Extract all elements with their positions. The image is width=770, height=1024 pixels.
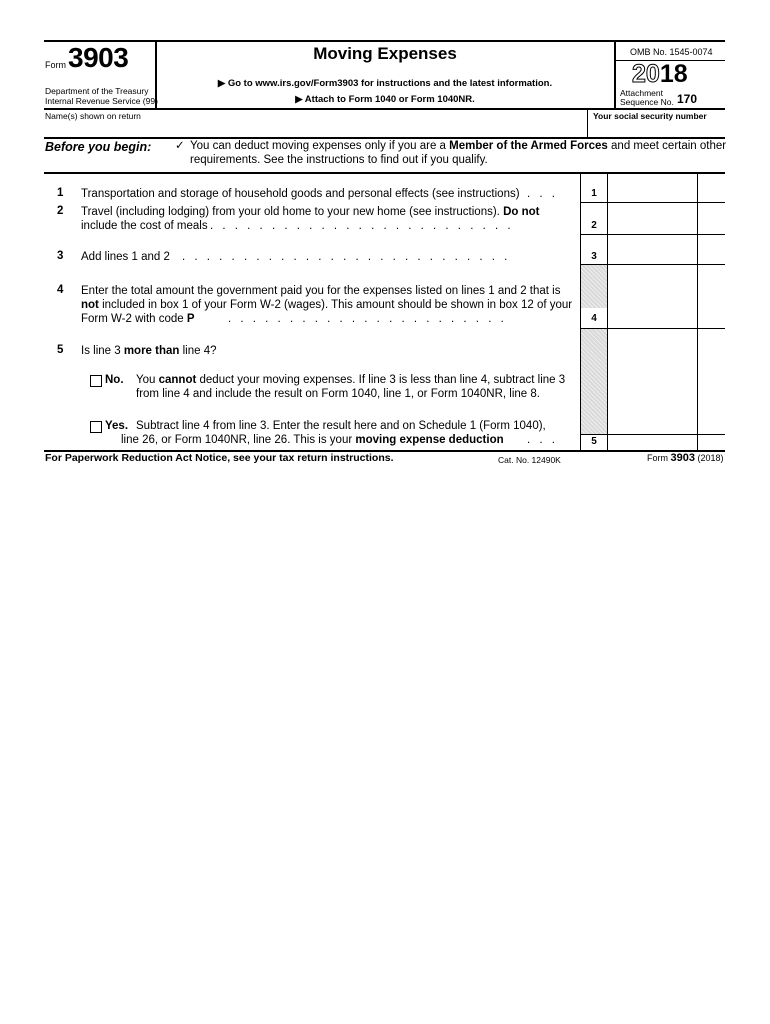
line-3-dots: . . . . . . . . . . . . . . . . . . . . . . . . . . . <box>182 251 511 263</box>
line-4-text-line-3: Form W-2 with code P <box>81 313 195 325</box>
footer-form-id: Form 3903 (2018) <box>647 452 724 464</box>
row-2-rule <box>580 234 725 235</box>
box-col-right-line <box>607 172 608 450</box>
header-divider-left <box>155 40 157 108</box>
line-5-yes-text-line-2: line 26, or Form 1040NR, line 26. This is your moving expense deduction <box>121 434 504 446</box>
line-5-no-text-line-1: You cannot deduct your moving expenses. If line 3 is less than line 4, subtract line 3 <box>136 374 566 386</box>
line-1-dots: . . . <box>527 188 558 200</box>
tax-year-outline: 20 <box>632 60 660 88</box>
line-5-cents-input[interactable] <box>699 330 725 448</box>
line-3-amount-input[interactable] <box>609 236 695 263</box>
line-2-box-label: 2 <box>591 220 597 231</box>
row-3-rule <box>580 264 725 265</box>
catalog-number: Cat. No. 12490K <box>498 455 561 465</box>
checkmark-icon: ✓ <box>175 140 185 152</box>
ssn-divider <box>587 108 588 138</box>
line-5-dots: . . . <box>527 434 558 446</box>
line-3-box-label: 3 <box>591 251 597 262</box>
line-4-cents-input[interactable] <box>699 266 725 327</box>
form-word: Form <box>45 60 66 70</box>
form-number: 3903 <box>68 42 129 73</box>
line-2-cents-input[interactable] <box>699 204 725 233</box>
line-4-dots: . . . . . . . . . . . . . . . . . . . . . . . <box>228 313 507 325</box>
shade-box-4-above <box>580 264 607 308</box>
line-1-text: Transportation and storage of household goods and personal effects (see instructions) <box>81 188 520 200</box>
line-2-amount-input[interactable] <box>609 204 695 233</box>
row-1-rule <box>580 202 725 203</box>
cents-divider-line <box>697 172 698 450</box>
dept-line-1: Department of the Treasury <box>45 86 149 96</box>
box-col-left-line <box>580 172 581 450</box>
form-title: Moving Expenses <box>313 44 457 63</box>
line-5-yes-text-line-1: Subtract line 4 from line 3. Enter the result here and on Schedule 1 (Form 1040), <box>136 420 546 432</box>
instructions-line-1: ▶ Go to www.irs.gov/Form3903 for instructions and the latest information. <box>217 78 553 89</box>
line-2-dots: . . . . . . . . . . . . . . . . . . . . . . . . . <box>210 220 514 232</box>
line-3-cents-input[interactable] <box>699 236 725 263</box>
sequence-label: Sequence No. <box>620 97 674 107</box>
before-text-line-1: You can deduct moving expenses only if you are a Member of the Armed Forces and meet certain other <box>190 140 727 152</box>
line-3-number: 3 <box>57 250 64 262</box>
line-4-number: 4 <box>57 284 64 296</box>
line-4-box-label: 4 <box>591 313 597 324</box>
tax-year-bold: 18 <box>659 60 688 88</box>
ssn-input[interactable] <box>590 121 725 136</box>
line-4-amount-input[interactable] <box>609 266 695 327</box>
line-1-cents-input[interactable] <box>699 174 725 201</box>
line-5-no-text-line-2: from line 4 and include the result on Form 1040, line 1, or Form 1040NR, line 8. <box>136 388 540 400</box>
line-4-text-line-1: Enter the total amount the government paid you for the expenses listed on lines 1 and 2 that is <box>81 285 561 297</box>
line-3-text: Add lines 1 and 2 <box>81 251 170 263</box>
before-you-begin-label: Before you begin: <box>45 140 152 154</box>
tax-year <box>632 60 688 88</box>
line-2-text-line-1: Travel (including lodging) from your old home to your new home (see instructions). Do not <box>81 206 540 218</box>
ssn-label: Your social security number <box>593 111 707 121</box>
name-input[interactable] <box>45 121 585 136</box>
before-text-line-2: requirements. See the instructions to find out if you qualify. <box>190 154 488 166</box>
sequence-number: 170 <box>677 92 698 106</box>
name-label: Name(s) shown on return <box>45 111 141 121</box>
line-2-number: 2 <box>57 205 64 217</box>
line-5-box-label: 5 <box>591 436 597 447</box>
line-5-question: Is line 3 more than line 4? <box>81 345 217 357</box>
line-1-amount-input[interactable] <box>609 174 695 201</box>
dept-line-2: Internal Revenue Service (99) <box>45 96 158 106</box>
row-4-rule <box>580 328 725 329</box>
instructions-line-2: ▶ Attach to Form 1040 or Form 1040NR. <box>295 94 475 105</box>
attachment-label: Attachment <box>620 88 663 98</box>
header-divider-right <box>614 40 616 108</box>
line-2-text-line-2: include the cost of meals <box>81 220 208 232</box>
shade-box-5-above <box>580 328 607 434</box>
omb-number: OMB No. 1545-0074 <box>630 47 713 57</box>
line-5-amount-input[interactable] <box>609 330 695 448</box>
line-5-no-checkbox[interactable] <box>90 375 102 387</box>
line-1-number: 1 <box>57 187 64 199</box>
line-5-number: 5 <box>57 344 64 356</box>
header-top-rule <box>44 40 725 42</box>
header-bottom-rule <box>44 108 725 110</box>
line-5-yes-label: Yes. <box>105 420 129 432</box>
line-5-no-label: No. <box>105 374 124 386</box>
paperwork-notice: For Paperwork Reduction Act Notice, see your tax return instructions. <box>45 452 394 464</box>
line-1-box-label: 1 <box>591 188 597 199</box>
line-4-text-line-2: not included in box 1 of your Form W-2 (wages). This amount should be shown in box 12 of your <box>81 299 573 311</box>
line-5-yes-checkbox[interactable] <box>90 421 102 433</box>
